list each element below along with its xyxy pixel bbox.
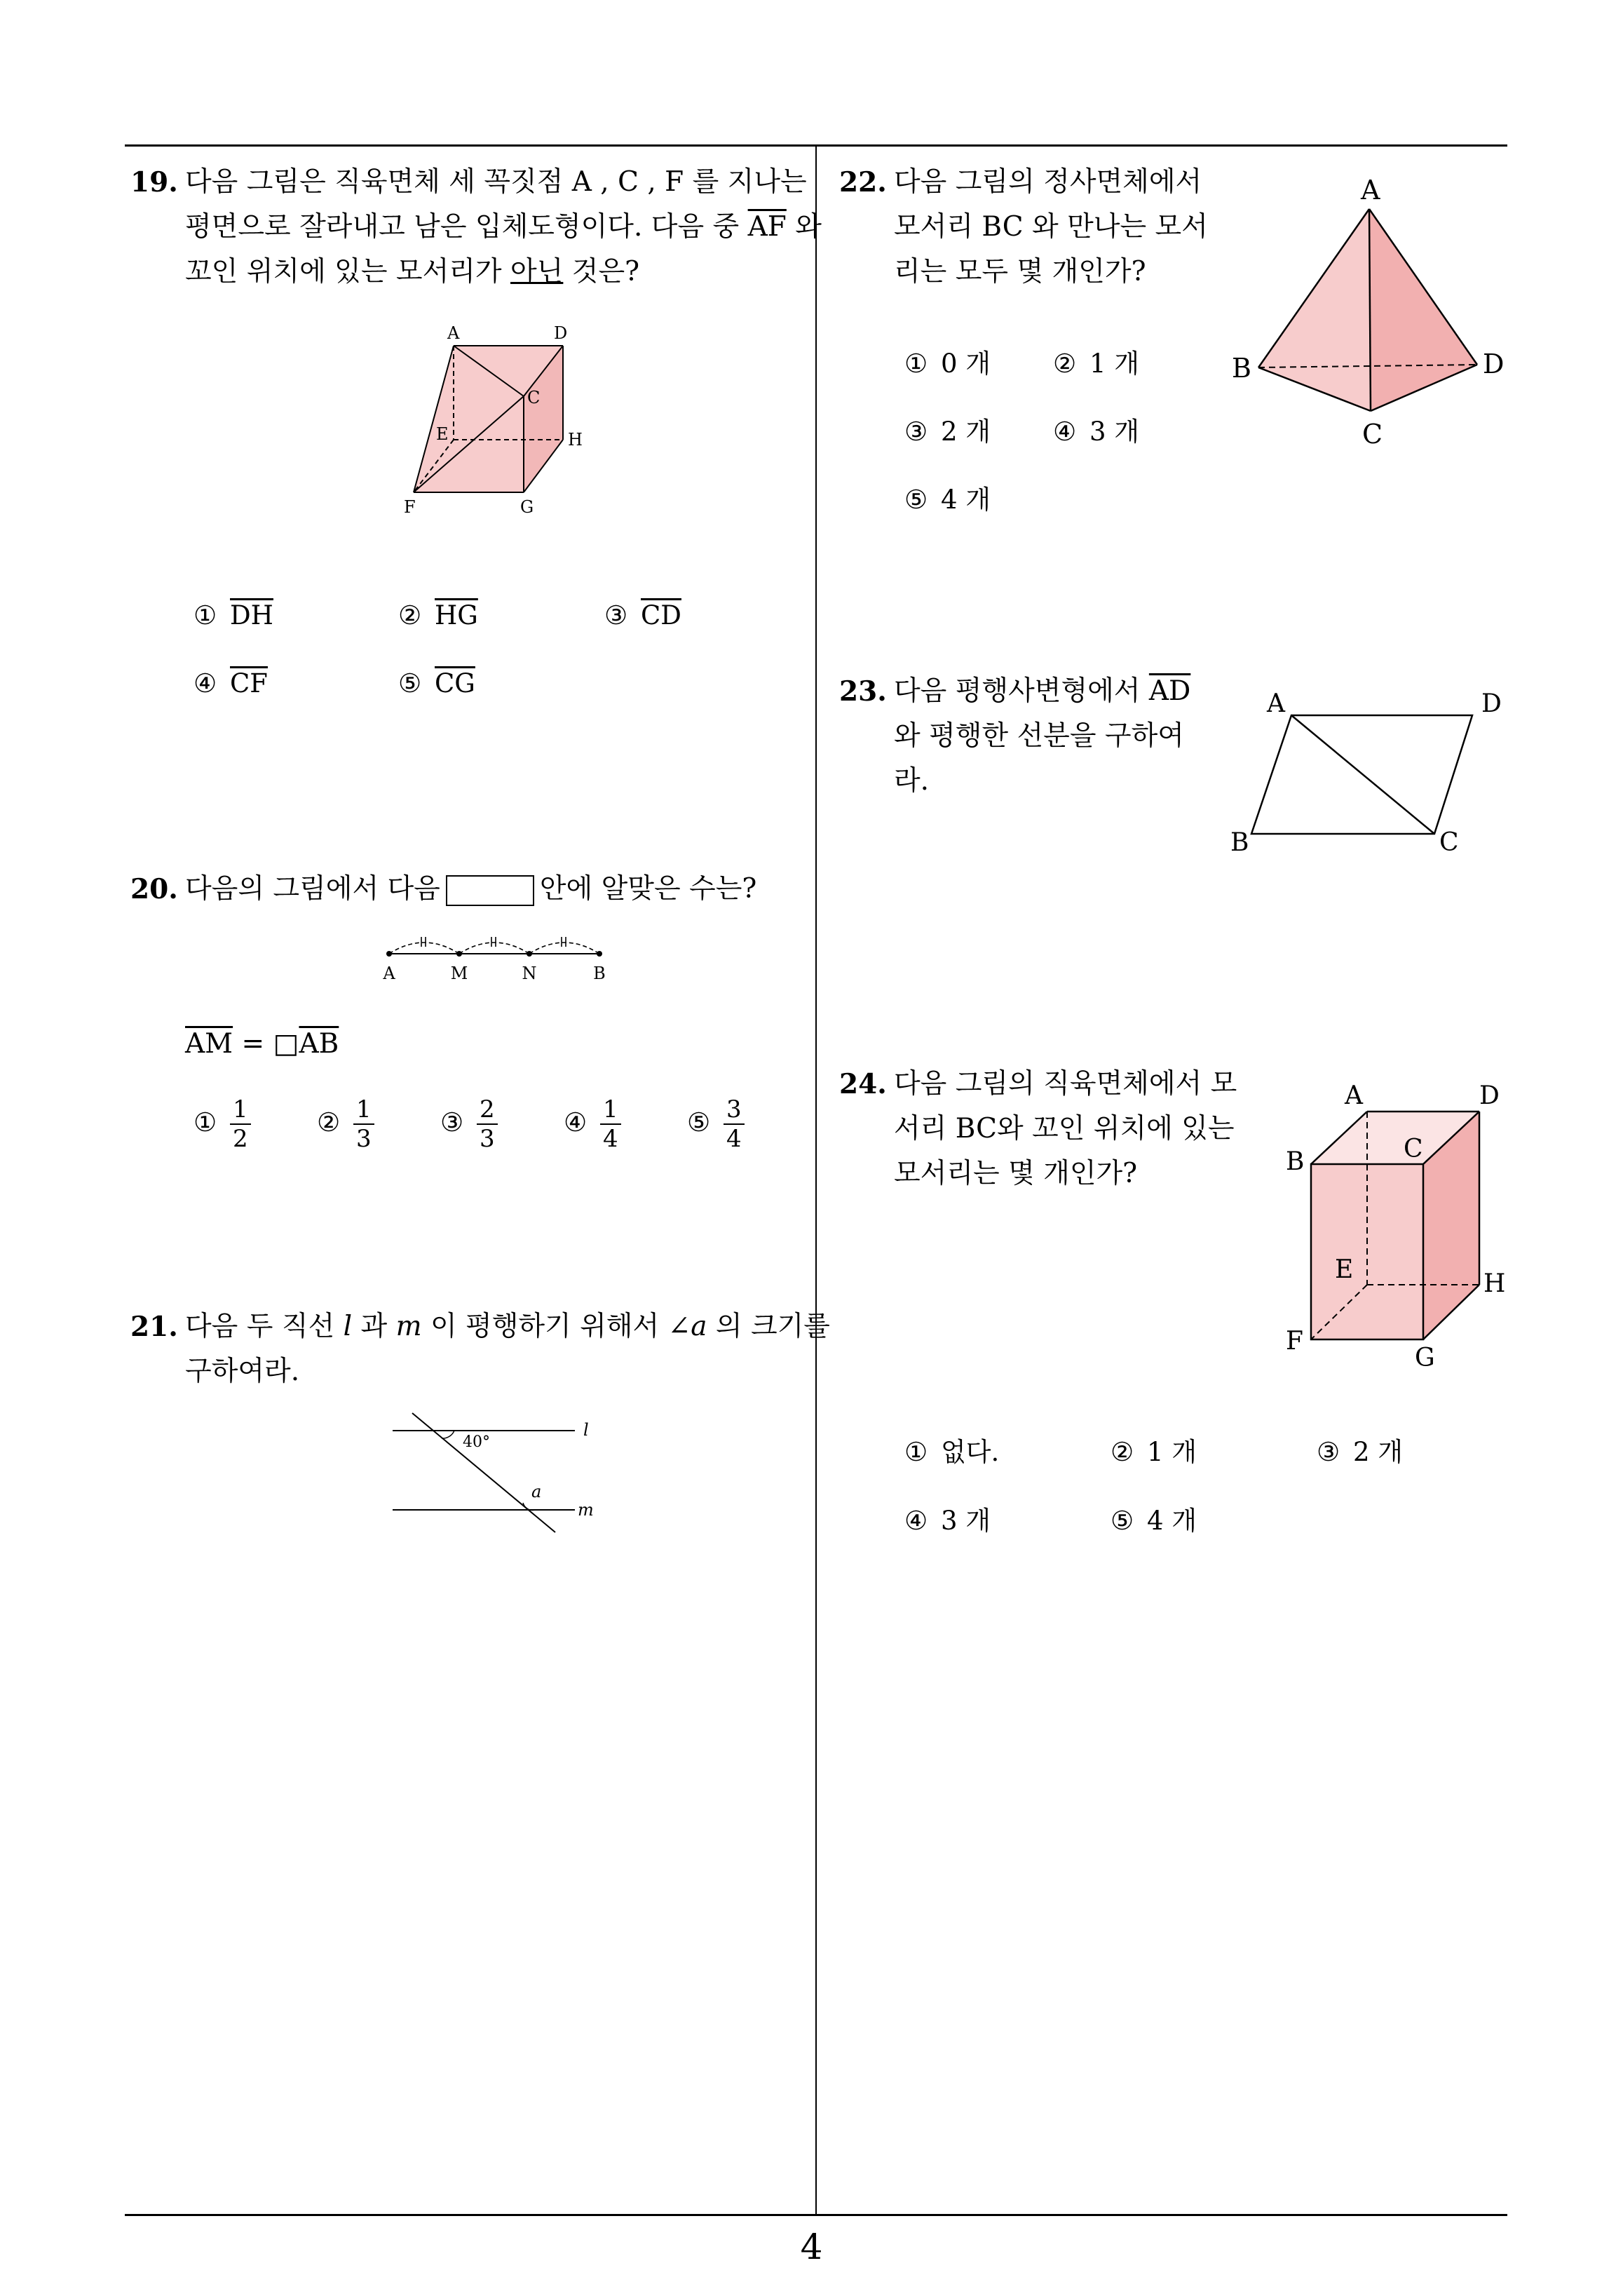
vertex-d-label: D <box>1481 689 1502 718</box>
option-3[interactable] <box>604 600 681 630</box>
option-2[interactable] <box>1053 342 1139 380</box>
question-text: 모서리 BC 와 만나는 모서 <box>894 211 1208 243</box>
question-text: 의 크기를 <box>715 1311 830 1342</box>
segment-ab: $\overline{AB}$ <box>299 1028 339 1060</box>
figure-20-segment <box>375 926 613 989</box>
fig-label-h: H <box>568 430 583 450</box>
fig-label-e: E <box>436 424 449 444</box>
segment-am: $\overline{AM}$ <box>185 1028 233 1060</box>
option-text: 3 개 <box>941 1506 991 1536</box>
option-text: $\overline{CG}$ <box>435 668 475 698</box>
question-number: 19. <box>130 166 178 198</box>
fig-label-g: G <box>520 497 534 517</box>
option-mark: ② <box>317 1107 341 1137</box>
question-text: 와 <box>795 211 822 243</box>
question-text: 다음 평행사변형에서 <box>894 675 1141 707</box>
option-mark: ① <box>904 1437 928 1467</box>
fig-label-d: D <box>554 323 568 343</box>
option-text: 없다. <box>941 1437 1000 1467</box>
question-text: 평면으로 잘라내고 남은 입체도형이다. 다음 중 <box>185 211 740 243</box>
question-text: 구하여라. <box>185 1356 300 1387</box>
question-text: 다음 그림의 직육면체에서 모 <box>894 1068 1237 1100</box>
option-1[interactable] <box>904 342 991 380</box>
option-fraction: $\frac{3}{4}$ <box>724 1095 745 1153</box>
figure-22-tetrahedron <box>1223 174 1518 468</box>
vertex-f-label: F <box>1286 1327 1303 1356</box>
question-text: 다음의 그림에서 다음 <box>185 873 440 905</box>
equation-mid: = □ <box>241 1028 299 1060</box>
angle-40-label: 40° <box>463 1433 490 1451</box>
answer-box <box>446 875 534 906</box>
vertex-a-label: A <box>1345 1081 1363 1110</box>
question-text: 다음 그림은 직육면체 세 꼭짓점 A , C , F 를 지나는 <box>185 166 807 198</box>
option-mark: ③ <box>604 600 628 630</box>
vertex-c-label: C <box>1404 1135 1423 1163</box>
underlined-word: 아닌 <box>510 256 564 288</box>
option-mark: ④ <box>193 668 217 698</box>
question-number: 21. <box>130 1311 178 1343</box>
figure-19-cut-prism <box>400 319 589 519</box>
vertex-d-label: D <box>1479 1081 1500 1110</box>
option-mark: ⑤ <box>904 485 928 515</box>
question-text: 이 평행하기 위해서 ∠ <box>430 1311 691 1342</box>
vertex-b-label: B <box>1286 1147 1305 1176</box>
option-fraction: $\frac{1}{4}$ <box>600 1095 621 1153</box>
vertex-d-label: D <box>1483 349 1505 379</box>
question-number: 24. <box>839 1068 887 1100</box>
option-4[interactable] <box>904 1499 991 1537</box>
question-text: 안에 알맞은 수는? <box>539 873 757 905</box>
vertex-c-label: C <box>1439 828 1459 857</box>
option-mark: ② <box>398 600 422 630</box>
vertex-c-label: C <box>1362 419 1383 450</box>
vertex-e-label: E <box>1335 1255 1354 1284</box>
option-text: 0 개 <box>941 349 991 379</box>
option-text: 3 개 <box>1089 417 1140 447</box>
option-5[interactable] <box>904 478 991 516</box>
question-text: 라. <box>894 765 930 797</box>
fig-label-c: C <box>527 388 541 407</box>
question-text: 다음 그림의 정사면체에서 <box>894 166 1202 198</box>
question-text: 것은? <box>571 256 640 288</box>
point-n-label: N <box>522 964 537 983</box>
option-text: 4 개 <box>1147 1506 1197 1536</box>
question-20 <box>130 867 803 916</box>
option-text: 1 개 <box>1147 1437 1197 1467</box>
option-mark: ④ <box>1053 417 1077 447</box>
option-5[interactable] <box>1111 1499 1197 1537</box>
vertex-b-label: B <box>1230 828 1249 857</box>
option-text: $\overline{HG}$ <box>435 600 478 630</box>
line-l-label: l <box>583 1420 589 1440</box>
question-text: 와 평행한 선분을 구하여 <box>894 720 1184 752</box>
option-2[interactable] <box>398 600 478 630</box>
line-m-label: m <box>578 1500 594 1520</box>
question-21 <box>130 1304 830 1396</box>
figure-23-parallelogram <box>1223 684 1518 866</box>
option-mark: ① <box>904 349 928 379</box>
figure-21-parallel-lines <box>386 1406 610 1536</box>
option-text: $\overline{DH}$ <box>230 600 273 630</box>
option-mark: ③ <box>904 417 928 447</box>
fig-label-a: A <box>447 323 460 343</box>
point-m-label: M <box>450 964 468 983</box>
option-text: $\overline{CF}$ <box>230 668 268 698</box>
question-24 <box>839 1062 1260 1202</box>
option-mark: ④ <box>564 1107 588 1137</box>
option-1[interactable] <box>193 600 273 630</box>
option-fraction: $\frac{1}{2}$ <box>230 1095 251 1153</box>
equation <box>185 1028 339 1060</box>
option-mark: ② <box>1053 349 1077 379</box>
var-m: m <box>395 1311 422 1342</box>
option-mark: ④ <box>904 1506 928 1536</box>
option-3[interactable] <box>904 410 991 448</box>
question-19 <box>130 160 822 300</box>
option-text: $\overline{CD}$ <box>641 600 681 630</box>
vertex-b-label: B <box>1232 353 1251 384</box>
column-divider <box>815 146 817 2215</box>
option-2[interactable] <box>1111 1431 1197 1468</box>
vertex-h-label: H <box>1483 1269 1506 1298</box>
angle-a-label: a <box>531 1482 542 1501</box>
option-text: 4 개 <box>941 485 991 515</box>
option-1[interactable] <box>193 1095 251 1153</box>
option-4[interactable] <box>193 668 268 698</box>
option-2[interactable] <box>317 1095 374 1153</box>
option-mark: ⑤ <box>398 668 422 698</box>
option-4[interactable] <box>1053 410 1139 448</box>
page-number: 4 <box>800 2227 823 2267</box>
question-text: 리는 모두 몇 개인가? <box>894 256 1146 288</box>
vertex-a-label: A <box>1361 175 1380 205</box>
option-3[interactable] <box>440 1095 498 1153</box>
option-fraction: $\frac{2}{3}$ <box>477 1095 498 1153</box>
option-mark: ③ <box>1317 1437 1340 1467</box>
option-4[interactable] <box>564 1095 621 1153</box>
question-number: 23. <box>839 675 887 708</box>
question-text: 꼬인 위치에 있는 모서리가 <box>185 256 502 288</box>
option-mark: ① <box>193 1107 217 1137</box>
option-mark: ① <box>193 600 217 630</box>
var-a: a <box>691 1311 707 1342</box>
option-5[interactable] <box>398 668 475 698</box>
question-number: 22. <box>839 166 887 198</box>
segment-ad: $\overline{AD}$ <box>1148 675 1191 707</box>
option-mark: ③ <box>440 1107 464 1137</box>
option-1[interactable] <box>904 1431 999 1468</box>
option-text: 2 개 <box>941 417 991 447</box>
option-text: 2 개 <box>1353 1437 1404 1467</box>
point-b-label: B <box>593 964 606 983</box>
question-number: 20. <box>130 873 178 905</box>
question-text: 서리 BC와 꼬인 위치에 있는 <box>894 1113 1235 1144</box>
option-3[interactable] <box>1317 1431 1403 1468</box>
question-text: 모서리는 몇 개인가? <box>894 1158 1138 1189</box>
option-5[interactable] <box>687 1095 745 1153</box>
vertex-g-label: G <box>1415 1344 1435 1372</box>
figure-24-cuboid <box>1276 1073 1514 1382</box>
option-fraction: $\frac{1}{3}$ <box>353 1095 374 1153</box>
question-text: 다음 두 직선 <box>185 1311 335 1342</box>
option-text: 1 개 <box>1089 349 1140 379</box>
option-mark: ② <box>1111 1437 1134 1467</box>
segment-af: $\overline{AF}$ <box>747 211 787 243</box>
option-mark: ⑤ <box>687 1107 711 1137</box>
vertex-a-label: A <box>1267 689 1285 718</box>
question-text: 과 <box>360 1311 388 1342</box>
point-a-label: A <box>383 964 395 983</box>
option-mark: ⑤ <box>1111 1506 1134 1536</box>
fig-label-f: F <box>404 497 416 517</box>
question-22 <box>839 160 1208 300</box>
var-l: l <box>343 1311 353 1342</box>
question-23 <box>839 669 1204 809</box>
